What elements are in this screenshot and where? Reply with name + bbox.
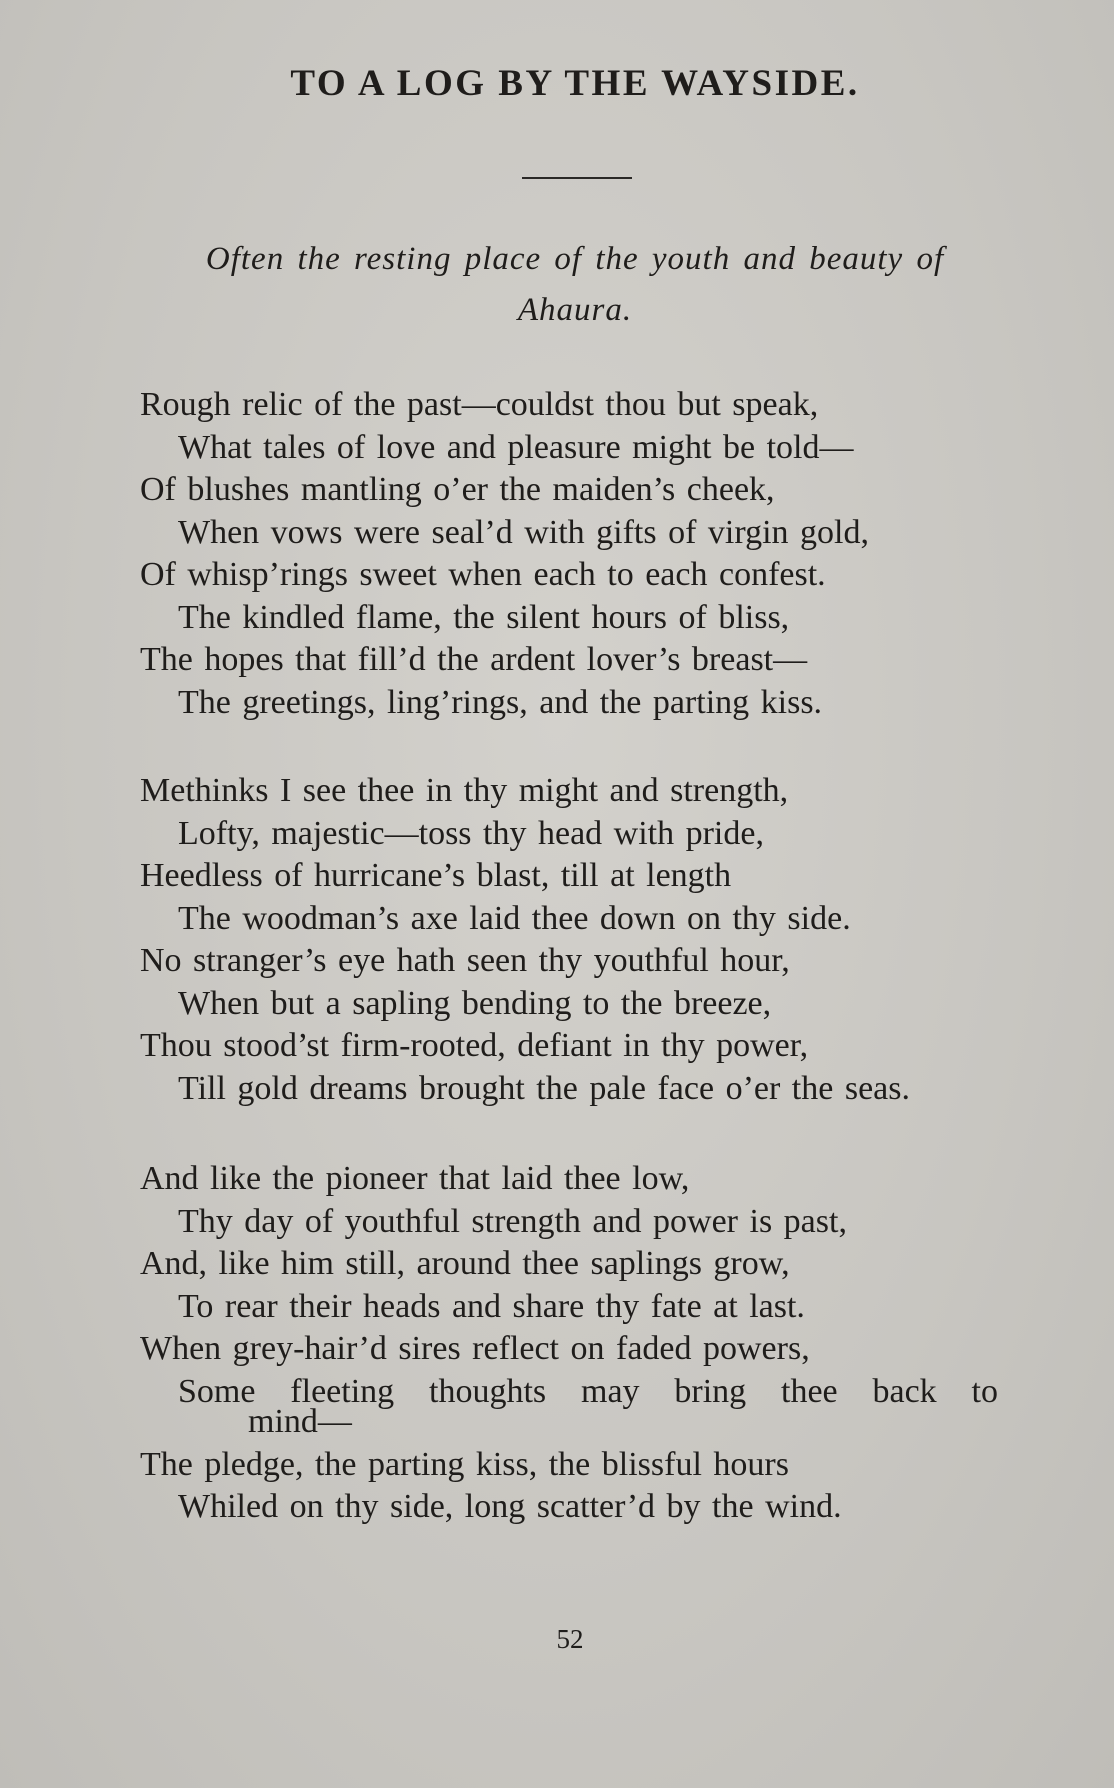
verse-line: When grey-hair’d sires reflect on faded powers, [140, 1330, 810, 1367]
stanza-1 [140, 384, 1020, 724]
verse-line: And like the pioneer that laid thee low, [140, 1160, 690, 1197]
verse-line: Of blushes mantling o’er the maiden’s cheek, [140, 471, 775, 508]
poem-title: TO A LOG BY THE WAYSIDE. [290, 63, 860, 104]
verse-line: Some fleeting thoughts may bring thee back to [178, 1372, 998, 1410]
verse-line: When but a sapling bending to the breeze, [178, 984, 772, 1022]
verse-line: When vows were seal’d with gifts of virgin gold, [178, 513, 869, 551]
verse-line: Methinks I see thee in thy might and strength, [140, 772, 789, 809]
verse-line: Thy day of youthful strength and power is past, [178, 1202, 847, 1240]
verse-line: Till gold dreams brought the pale face o’er the seas. [178, 1069, 910, 1107]
verse-line: To rear their heads and share thy fate at last. [178, 1287, 805, 1325]
stanza-3 [140, 1158, 1020, 1529]
verse-line: The woodman’s axe laid thee down on thy side. [178, 899, 851, 937]
verse-line: Heedless of hurricane’s blast, till at length [140, 857, 732, 894]
verse-line: What tales of love and pleasure might be told— [178, 428, 854, 466]
verse-line: Thou stood’st firm-rooted, defiant in thy power, [140, 1027, 809, 1064]
verse-line: The hopes that fill’d the ardent lover’s breast— [140, 641, 808, 678]
verse-line: The greetings, ling’rings, and the parting kiss. [178, 683, 823, 721]
verse-line: No stranger’s eye hath seen thy youthful hour, [140, 942, 790, 979]
verse-line: The kindled flame, the silent hours of bliss, [178, 598, 790, 636]
verse-line-continuation: mind— [248, 1403, 352, 1440]
verse-line: Of whisp’rings sweet when each to each confest. [140, 556, 826, 593]
verse-line: And, like him still, around thee saplings grow, [140, 1245, 790, 1282]
stanza-2 [140, 770, 1020, 1110]
verse-line: The pledge, the parting kiss, the blissful hours [140, 1445, 789, 1483]
page-number: 52 [556, 1624, 584, 1654]
verse-line: Rough relic of the past—couldst thou but speak, [140, 386, 819, 423]
verse-line: Whiled on thy side, long scatter’d by the wind. [178, 1488, 842, 1525]
epigraph: Often the resting place of the youth and beauty of Ahaura. [205, 241, 945, 328]
verse-line: Lofty, majestic—toss thy head with pride, [178, 814, 764, 852]
title-divider [522, 177, 632, 179]
